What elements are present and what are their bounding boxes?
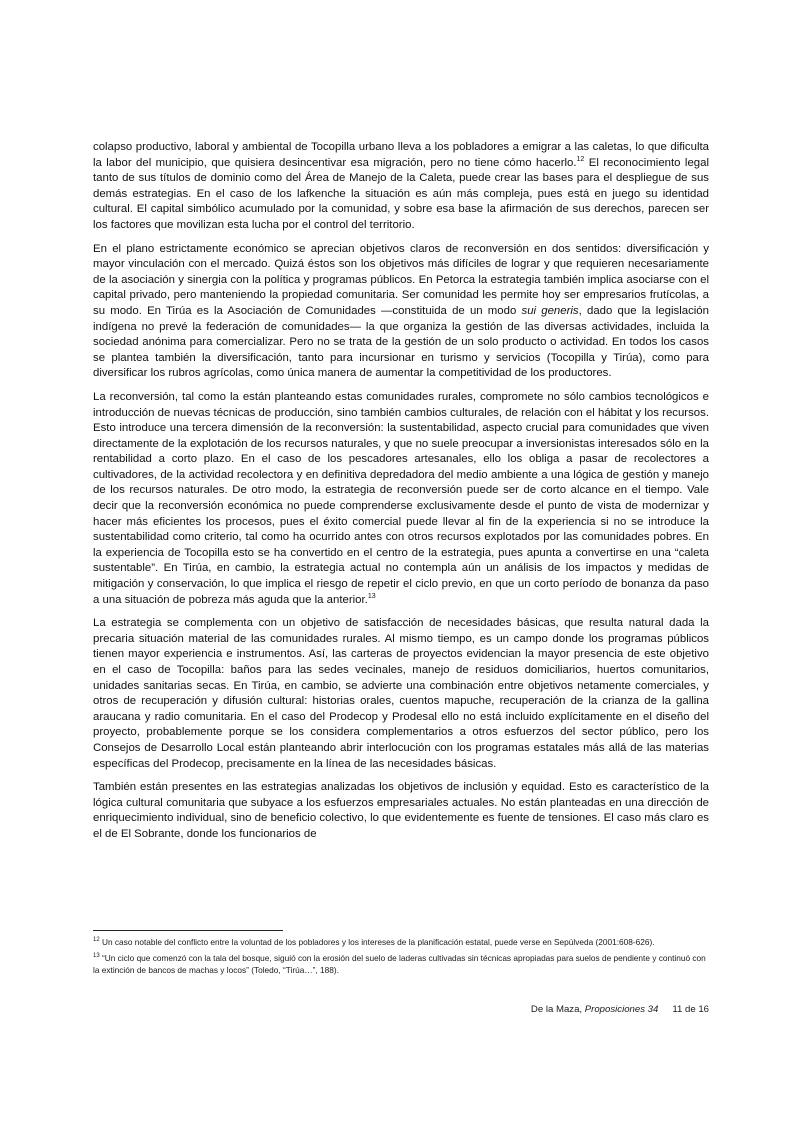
paragraph-1-text-a: colapso productivo, laboral y ambiental de Tocopilla urbano lleva a los pobladores a emigrar a las caletas, lo que dificulta la labor del municipio, que quisiera desincentivar esa migración, pero no tiene cómo hacerlo. xyxy=(93,141,709,169)
paragraph-1 xyxy=(93,140,709,234)
footnote-ref-12[interactable]: 12 xyxy=(576,155,585,163)
paragraph-1-text-b: El reconocimiento legal tanto de sus títulos de dominio como del Área de Manejo de la Caleta, puede crear las bases para el despliegue de sus demás estrategias. En el caso de los lafkenche la situación es aún más compleja, pues está en juego su identidad cultural. El capital simbólico acumulado por la comunidad, y sobre esa base la afirmación de sus derechos, parecen ser los factores que movilizan esta lucha por el control del territorio. xyxy=(93,156,709,231)
paragraph-3 xyxy=(93,390,709,608)
paragraph-5: También están presentes en las estrategias analizadas los objetivos de inclusión y equidad. Esto es característico de la lógica cultural comunitaria que subyace a los esfuerzos empresariales actuales. No están planteadas en una dirección de enriquecimiento individual, sino de beneficio colectivo, lo que evidentemente es fuente de tensiones. El caso más claro es el de El Sobrante, donde los funcionarios de xyxy=(93,781,709,840)
footnote-text: Un caso notable del conflicto entre la voluntad de los pobladores y los intereses de la planificación estatal, puede verse en Sepúlveda (2001:608-626). xyxy=(99,937,655,947)
footer-author: De la Maza, xyxy=(530,1004,585,1015)
paragraph-2-text-a: En el plano estrictamente económico se aprecian objetivos claros de reconversión en dos sentidos: diversificación y mayor vinculación con el mercado. Quizá éstos son los objetivos más difíciles de lograr y que requieren necesariamente de la asociación y sinergia con la política y programas públicos. En Petorca la estrategia también implica asociarse con el capital privado, pero manteniendo la propiedad comunitaria. Ser comunidad les permite hoy ser empresarios frutícolas, a su modo. En Tirúa es la Asociación de Comunidades —constituida de un modo xyxy=(93,242,709,317)
page-number: 11 de 16 xyxy=(672,1004,709,1015)
paragraph-2-emphasis: sui generis xyxy=(521,304,579,317)
paragraph-2-text-b: , dado que la legislación indígena no prevé la federación de comunidades— la que organiza la gestión de las diversas actividades, incluida la sociedad anónima para comercializar. Pero no se trata de la gestión de un solo producto o actividad. En todos los casos se plantea también la diversificación, tanto para incursionar en turismo y servicios (Tocopilla y Tirúa), como para diversificar los rubros agrícolas, como única manera de aumentar la competitividad de los productores. xyxy=(93,304,709,380)
footnotes xyxy=(93,936,709,980)
footnote-13 xyxy=(93,952,709,977)
footer-publication: Proposiciones 34 xyxy=(584,1004,659,1015)
paragraph-4: La estrategia se complementa con un objetivo de satisfacción de necesidades básicas, que resulta natural dada la precaria situación material de las comunidades rurales. Al mismo tiempo, es un campo donde los programas públicos tienen mayor experiencia e instrumentos. Así, las carteras de proyectos evidencian la mayor presencia de este objetivo en el caso de Tocopilla: baños para las sedes vecinales, manejo de residuos domiciliarios, huertos comunitarios, unidades sanitarias secas. En Tirúa, en cambio, se advierte una combinación entre objetivos netamente comerciales, y otros de recuperación y difusión cultural: historias orales, cuentos mapuche, recuperación de la crianza de la gallina araucana y radio comunitaria. En el caso del Prodecop y Prodesal ello no está incluido explícitamente en el diseño del proyecto, probablemente porque se los considera complementarios a otros esfuerzos del sector público, pero los Consejos de Desarrollo Local están planteando abrir interlocución con los programas estatales más allá de las materias específicas del Prodecop, precisamente en la línea de las necesidades básicas. xyxy=(93,617,709,770)
footnote-12 xyxy=(93,936,709,949)
paragraph-2 xyxy=(93,242,709,382)
paragraph-3-text: La reconversión, tal como la están planteando estas comunidades rurales, compromete no sólo cambios tecnológicos e introducción de nuevas técnicas de producción, sino también cambios culturales, de relación con el hábitat y los recursos. Esto introduce una tercera dimensión de la reconversión: la sustentabilidad, aspecto crucial para comunidades que viven directamente de la explotación de los recursos naturales, y que no suele preocupar a inversionistas interesados sólo en la rentabilidad a corto plazo. En el caso de los pescadores artesanales, ello los obliga a pasar de recolectores a cultivadores, de la actividad recolectora y en definitiva depredadora del medio ambiente a una lógica de gestión y manejo de los recursos naturales. De otro modo, la estrategia de reconversión puede ser de corto alcance en el tiempo. Vale decir que la reconversión económica no puede comprenderse exclusivamente desde el punto de vista de modernizar y hacer más eficientes los procesos, pues el éxito comercial puede llevar al fin de la experiencia si no se introduce la sustentabilidad como criterio, tal como ha ocurrido antes con otros recursos explotados por las comunidades pobres. En la experiencia de Tocopilla esto se ha convertido en el centro de la estrategia, pues apunta a convertirse en una “caleta sustentable”. En Tirúa, en cambio, la estrategia actual no contempla aún un análisis de los impactos y medidas de mitigación y conservación, lo que implica el riesgo de repetir el ciclo previo, en que un corto período de bonanza da paso a una situación de pobreza más aguda que la anterior. xyxy=(93,390,709,606)
body-text xyxy=(93,140,709,851)
footnote-text: “Un ciclo que comenzó con la tala del bosque, siguió con la erosión del suelo de laderas cultivadas sin técnicas apropiadas para suelos de pendiente y continuó con la extinción de bancos de machas y locos” (Toledo, “Tirúa…”, 188). xyxy=(93,952,706,975)
footnote-ref-13[interactable]: 13 xyxy=(367,592,376,600)
page-footer xyxy=(93,1004,709,1015)
footnote-divider xyxy=(93,930,283,931)
footnote-number: 13 xyxy=(93,952,100,959)
footnote-number: 12 xyxy=(93,937,100,944)
